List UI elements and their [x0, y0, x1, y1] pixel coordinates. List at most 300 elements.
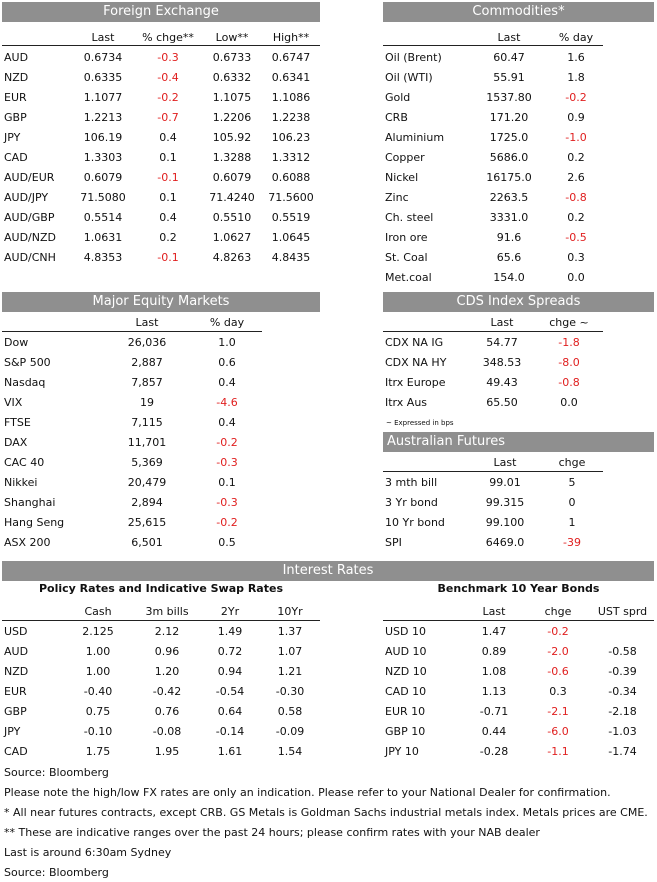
cell-value: 0.4 [159, 130, 177, 144]
equity-row [2, 332, 262, 352]
column-header: Last [91, 30, 115, 44]
cell-value: 65.50 [486, 395, 518, 409]
equity-row [2, 472, 262, 492]
cell-value: -1.74 [608, 744, 637, 758]
cell-value: 7,115 [131, 415, 163, 429]
cell-value: 1.54 [277, 744, 303, 758]
column-header [2, 312, 102, 332]
cell-value: 20,479 [127, 475, 167, 489]
row-label: CDX NA IG [385, 335, 444, 349]
cell-value: 65.6 [496, 250, 522, 264]
cell-value: 71.5600 [268, 190, 314, 204]
cell-value: -0.34 [608, 684, 637, 698]
cell-value: 1.08 [481, 664, 507, 678]
cell-value: 1.21 [277, 664, 303, 678]
row-label: 10 Yr bond [385, 515, 445, 529]
cell-value: -0.28 [479, 744, 509, 758]
commodity-row [383, 107, 603, 127]
cds-header-rule [383, 331, 603, 332]
cell-value: 0.6341 [271, 70, 311, 84]
column-header: chge [544, 604, 572, 618]
cds-row [383, 392, 603, 412]
row-label: DAX [4, 435, 28, 449]
row-label: CAD [4, 744, 28, 758]
row-label: NZD 10 [385, 664, 427, 678]
bond-row [383, 741, 654, 761]
commodity-row [383, 227, 603, 247]
cell-value: 0.6088 [271, 170, 311, 184]
note-indicative: ** These are indicative ranges over the past 24 hours; please confirm rates with your NAB dealer [4, 826, 540, 839]
cell-value: 154.0 [493, 270, 525, 284]
column-header [2, 601, 62, 621]
cell-value: 1.8 [567, 70, 585, 84]
cell-value: -0.6 [547, 664, 569, 678]
cell-value: -0.30 [275, 684, 305, 698]
cell-value: 1.0627 [212, 230, 252, 244]
cell-value: 60.47 [493, 50, 525, 64]
commodity-row [383, 167, 603, 187]
cell-value: -0.40 [83, 684, 113, 698]
cell-value: 0.6332 [212, 70, 252, 84]
cell-value: 0.6 [218, 355, 236, 369]
row-label: AUD/CNH [4, 250, 56, 264]
cell-value: -0.08 [152, 724, 182, 738]
cell-value: 7,857 [131, 375, 163, 389]
cell-value: 1.3303 [83, 150, 123, 164]
cell-value: -0.3 [216, 455, 238, 469]
cell-value: -0.71 [479, 704, 509, 718]
cell-value: -8.0 [558, 355, 580, 369]
cell-value: -1.0 [565, 130, 587, 144]
policy-rate-row [2, 741, 320, 761]
cell-value: -0.2 [157, 90, 179, 104]
cell-value: -0.8 [565, 190, 587, 204]
policy-rates-header-rule [2, 620, 320, 621]
column-header: chge [558, 455, 586, 469]
column-header: Low** [215, 30, 249, 44]
fx-header-rule [2, 45, 320, 46]
row-label: Ch. steel [385, 210, 434, 224]
policy-rate-row [2, 641, 320, 661]
bonds-title: Benchmark 10 Year Bonds [437, 582, 600, 595]
equity-table [2, 312, 262, 552]
bond-row [383, 721, 654, 741]
cell-value: -0.8 [558, 375, 580, 389]
column-header [383, 27, 469, 47]
row-label: CRB [385, 110, 408, 124]
fx-header: Foreign Exchange [2, 2, 320, 22]
fx-row [2, 167, 320, 187]
cell-value: 0.5510 [212, 210, 252, 224]
equity-row [2, 352, 262, 372]
row-label: AUD/JPY [4, 190, 49, 204]
cell-value: 1.95 [154, 744, 180, 758]
row-label: Gold [385, 90, 411, 104]
futures-row [383, 472, 603, 492]
cell-value: 0.64 [217, 704, 243, 718]
row-label: FTSE [4, 415, 31, 429]
row-label: Copper [385, 150, 425, 164]
futures-row [383, 492, 603, 512]
row-label: Itrx Europe [385, 375, 446, 389]
cell-value: 0.1 [218, 475, 236, 489]
column-header: 3m bills [145, 604, 189, 618]
cell-value: 171.20 [489, 110, 529, 124]
cell-value: 0.6079 [83, 170, 123, 184]
bond-row [383, 641, 654, 661]
cell-value: 0.6335 [83, 70, 123, 84]
row-label: Oil (Brent) [385, 50, 442, 64]
column-header: chge ~ [549, 315, 589, 329]
cell-value: 348.53 [482, 355, 522, 369]
fx-row [2, 47, 320, 67]
cell-value: 2.125 [82, 624, 114, 638]
cell-value: 1.0631 [83, 230, 123, 244]
column-header: 10Yr [277, 604, 303, 618]
cell-value: 1.13 [481, 684, 507, 698]
row-label: Zinc [385, 190, 409, 204]
column-header: UST sprd [597, 604, 648, 618]
cell-value: 0.1 [159, 190, 177, 204]
equity-row [2, 392, 262, 412]
futures-row [383, 512, 603, 532]
cell-value: 0.6079 [212, 170, 252, 184]
cell-value: -0.3 [216, 495, 238, 509]
equity-row [2, 532, 262, 552]
cell-value: -0.14 [215, 724, 245, 738]
cell-value: -0.42 [152, 684, 182, 698]
cell-value: -0.54 [215, 684, 245, 698]
cell-value: 0.3 [549, 684, 567, 698]
cell-value: 1.2206 [212, 110, 252, 124]
fx-row [2, 187, 320, 207]
commodity-row [383, 267, 603, 287]
column-header: Last [135, 315, 159, 329]
equity-row [2, 512, 262, 532]
cell-value: 16175.0 [486, 170, 532, 184]
cell-value: -2.0 [547, 644, 569, 658]
column-header: Last [490, 315, 514, 329]
fx-row [2, 127, 320, 147]
cell-value: 2263.5 [489, 190, 529, 204]
row-label: CDX NA HY [385, 355, 447, 369]
cell-value: -0.2 [547, 624, 569, 638]
fx-table [2, 27, 320, 267]
cell-value: 0.0 [560, 395, 578, 409]
row-label: VIX [4, 395, 23, 409]
equity-row [2, 412, 262, 432]
cell-value: 3331.0 [489, 210, 529, 224]
commodity-row [383, 47, 603, 67]
column-header: % day [209, 315, 245, 329]
column-header: Last [493, 455, 517, 469]
cell-value: 1537.80 [486, 90, 532, 104]
row-label: EUR 10 [385, 704, 426, 718]
row-label: Dow [4, 335, 29, 349]
row-label: AUD [4, 644, 29, 658]
cell-value: 0.5 [218, 535, 236, 549]
cell-value: -2.1 [547, 704, 569, 718]
cds-row [383, 332, 603, 352]
cell-value: 1.6 [567, 50, 585, 64]
row-label: Nikkei [4, 475, 38, 489]
cell-value: 0.6734 [83, 50, 123, 64]
cell-value: 106.19 [83, 130, 123, 144]
futures-table [383, 452, 603, 552]
cell-value: 4.8263 [212, 250, 252, 264]
cell-value: -0.2 [565, 90, 587, 104]
equity-row [2, 372, 262, 392]
cell-value: 1.00 [85, 644, 111, 658]
cell-value: 0.6733 [212, 50, 252, 64]
cell-value: 0.9 [567, 110, 585, 124]
policy-rates-table [2, 601, 320, 761]
row-label: Nasdaq [4, 375, 46, 389]
cell-value: -2.18 [608, 704, 637, 718]
policy-rate-row [2, 721, 320, 741]
commodity-row [383, 207, 603, 227]
fx-row [2, 207, 320, 227]
row-label: GBP [4, 110, 27, 124]
column-header: % day [558, 30, 594, 44]
cell-value: 71.5080 [80, 190, 126, 204]
cell-value: 1.47 [481, 624, 507, 638]
cell-value: 0.5514 [83, 210, 123, 224]
column-header: High** [272, 30, 310, 44]
cell-value: 0.58 [277, 704, 303, 718]
row-label: USD [4, 624, 28, 638]
cell-value: 99.100 [485, 515, 525, 529]
cell-value: 0.2 [159, 230, 177, 244]
row-label: AUD 10 [385, 644, 427, 658]
note-source-1: Source: Bloomberg [4, 766, 109, 779]
row-label: 3 mth bill [385, 475, 438, 489]
cell-value [591, 621, 654, 641]
cell-value: 19 [140, 395, 154, 409]
cell-value: 1.75 [85, 744, 111, 758]
cell-value: 49.43 [486, 375, 518, 389]
cell-value: -0.4 [157, 70, 179, 84]
bonds-header-rule [383, 620, 654, 621]
row-label: Met.coal [385, 270, 432, 284]
row-label: EUR [4, 684, 27, 698]
commodity-row [383, 87, 603, 107]
column-header: Cash [84, 604, 112, 618]
policy-rate-row [2, 661, 320, 681]
column-header [383, 312, 469, 332]
commodity-row [383, 147, 603, 167]
row-label: USD 10 [385, 624, 426, 638]
cell-value: 26,036 [127, 335, 167, 349]
policy-rates-title: Policy Rates and Indicative Swap Rates [39, 582, 283, 595]
cell-value: -6.0 [547, 724, 569, 738]
cell-value: 6469.0 [485, 535, 525, 549]
cell-value: 2,894 [131, 495, 163, 509]
cell-value: 0.2 [567, 210, 585, 224]
cell-value: 0.89 [481, 644, 507, 658]
column-header [383, 601, 463, 621]
policy-rate-row [2, 681, 320, 701]
cell-value: 0.2 [567, 150, 585, 164]
row-label: Iron ore [385, 230, 428, 244]
cds-header: CDS Index Spreads [383, 292, 654, 312]
row-label: CAD [4, 150, 28, 164]
cell-value: 0 [568, 495, 576, 509]
column-header [2, 27, 72, 47]
cell-value: 1.00 [85, 664, 111, 678]
cell-value: 0.4 [218, 415, 236, 429]
row-label: 3 Yr bond [385, 495, 438, 509]
cell-value: 71.4240 [209, 190, 255, 204]
row-label: CAC 40 [4, 455, 45, 469]
cell-value: 1.20 [154, 664, 180, 678]
cell-value: -0.3 [157, 50, 179, 64]
cell-value: -0.5 [565, 230, 587, 244]
bonds-table [383, 601, 654, 761]
note-fx-range: Please note the high/low FX rates are only an indication. Please refer to your National Dealer for confirmation. [4, 786, 611, 799]
row-label: NZD [4, 70, 29, 84]
futures-header-rule [383, 471, 603, 472]
commodity-row [383, 187, 603, 207]
cell-value: 0.94 [217, 664, 243, 678]
row-label: NZD [4, 664, 29, 678]
cell-value: 91.6 [496, 230, 522, 244]
cell-value: 1.61 [217, 744, 243, 758]
cell-value: 0.72 [217, 644, 243, 658]
cell-value: 0.0 [567, 270, 585, 284]
row-label: Oil (WTI) [385, 70, 433, 84]
column-header: Last [482, 604, 506, 618]
bond-row [383, 661, 654, 681]
cds-table [383, 312, 603, 412]
column-header: % chge** [142, 30, 194, 44]
policy-rate-row [2, 701, 320, 721]
row-label: EUR [4, 90, 27, 104]
cell-value: 1.3312 [271, 150, 311, 164]
cell-value: 5,369 [131, 455, 163, 469]
cell-value: 106.23 [271, 130, 311, 144]
cds-footnote: ~ Expressed in bps [386, 419, 454, 427]
cell-value: 99.01 [489, 475, 521, 489]
cell-value: 55.91 [493, 70, 525, 84]
cell-value: 2.6 [567, 170, 585, 184]
cell-value: -0.39 [608, 664, 637, 678]
cell-value: 0.6747 [271, 50, 311, 64]
row-label: S&P 500 [4, 355, 51, 369]
cell-value: 25,615 [127, 515, 167, 529]
row-label: CAD 10 [385, 684, 427, 698]
cell-value: 5686.0 [489, 150, 529, 164]
commodity-row [383, 127, 603, 147]
cell-value: 0.75 [85, 704, 111, 718]
cell-value: -1.03 [608, 724, 637, 738]
row-label: AUD/EUR [4, 170, 55, 184]
cell-value: 0.96 [154, 644, 180, 658]
cell-value: -0.58 [608, 644, 637, 658]
cell-value: 1.37 [277, 624, 303, 638]
row-label: Nickel [385, 170, 419, 184]
cell-value: 1.2238 [271, 110, 311, 124]
cell-value: -0.7 [157, 110, 179, 124]
cell-value: -1.1 [547, 744, 569, 758]
row-label: GBP [4, 704, 27, 718]
fx-row [2, 67, 320, 87]
row-label: AUD/GBP [4, 210, 55, 224]
row-label: JPY 10 [385, 744, 419, 758]
cell-value: -0.1 [157, 250, 179, 264]
cell-value: 1.1077 [83, 90, 123, 104]
cell-value: 4.8353 [83, 250, 123, 264]
row-label: AUD/NZD [4, 230, 56, 244]
cell-value: 1.49 [217, 624, 243, 638]
equity-header-rule [2, 331, 262, 332]
interest-header: Interest Rates [2, 561, 654, 581]
fx-row [2, 87, 320, 107]
row-label: SPI [385, 535, 402, 549]
equity-row [2, 452, 262, 472]
equity-header: Major Equity Markets [2, 292, 320, 312]
commodities-header-rule [383, 45, 603, 46]
cell-value: 1.2213 [83, 110, 123, 124]
cell-value: -0.1 [157, 170, 179, 184]
bond-row [383, 681, 654, 701]
row-label: JPY [4, 724, 21, 738]
cell-value: -0.09 [275, 724, 305, 738]
cell-value: 0.4 [218, 375, 236, 389]
cell-value: -4.6 [216, 395, 238, 409]
cell-value: 0.4 [159, 210, 177, 224]
cell-value: 1 [568, 515, 576, 529]
cell-value: 54.77 [486, 335, 518, 349]
cell-value: 1.1075 [212, 90, 252, 104]
note-time: Last is around 6:30am Sydney [4, 846, 172, 859]
cell-value: 2,887 [131, 355, 163, 369]
cell-value: 0.3 [567, 250, 585, 264]
policy-rate-row [2, 621, 320, 641]
fx-row [2, 227, 320, 247]
cell-value: -0.10 [83, 724, 113, 738]
cell-value: 6,501 [131, 535, 163, 549]
cell-value: 0.5519 [271, 210, 311, 224]
cell-value: 1.3288 [212, 150, 252, 164]
futures-header: Australian Futures [383, 432, 654, 452]
cds-row [383, 352, 603, 372]
cell-value: 1.1086 [271, 90, 311, 104]
bond-row [383, 621, 654, 641]
row-label: JPY [4, 130, 21, 144]
cell-value: -0.2 [216, 435, 238, 449]
row-label: Aluminium [385, 130, 445, 144]
fx-row [2, 247, 320, 267]
cell-value: 0.44 [481, 724, 507, 738]
row-label: Shanghai [4, 495, 56, 509]
commodity-row [383, 247, 603, 267]
cell-value: 1.07 [277, 644, 303, 658]
column-header [383, 452, 469, 472]
row-label: ASX 200 [4, 535, 51, 549]
cell-value: 1.0 [218, 335, 236, 349]
cell-value: 99.315 [485, 495, 525, 509]
cell-value: -0.2 [216, 515, 238, 529]
cell-value: -1.8 [558, 335, 580, 349]
commodities-header: Commodities* [383, 2, 654, 22]
cell-value: 11,701 [127, 435, 167, 449]
cell-value: 1725.0 [489, 130, 529, 144]
cell-value: 1.0645 [271, 230, 311, 244]
note-futures: * All near futures contracts, except CRB. GS Metals is Goldman Sachs industrial metals index. Metals prices are CME. [4, 806, 648, 819]
cell-value: 2.12 [154, 624, 180, 638]
cell-value: 5 [568, 475, 576, 489]
